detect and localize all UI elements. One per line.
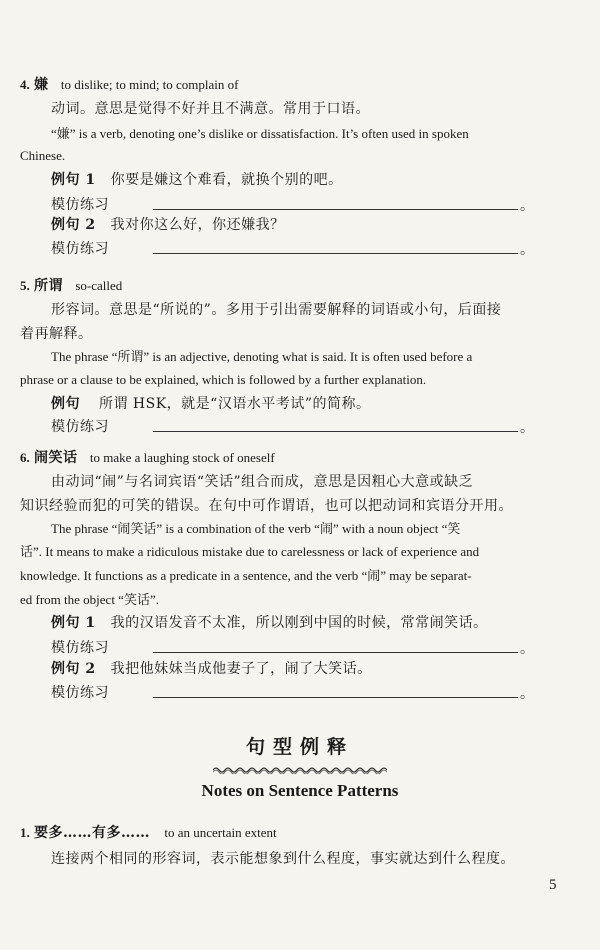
entry-en-line: knowledge. It functions as a predicate in a sentence, and the verb “闹” may be separat- <box>20 568 472 583</box>
practice-label: 模仿练习 <box>51 640 109 656</box>
entry-cn-line: 知识经验而犯的可笑的错误。在句中可作谓语，也可以把动词和宾语分开用。 <box>20 498 513 514</box>
section-title-cn: 句型例释 <box>245 736 354 758</box>
practice-label: 模仿练习 <box>51 685 109 701</box>
pattern-1-header <box>20 823 277 843</box>
example-label: 例句 2 <box>51 661 96 677</box>
entry-4-header <box>20 75 239 95</box>
entry-cn-line: 由动词“闹”与名词宾语“笑话”组合而成，意思是因粗心大意或缺乏 <box>51 474 474 490</box>
entry-6-header <box>20 448 275 468</box>
entry-cn-line: 形容词。意思是“所说的”。多用于引出需要解释的词语或小句，后面接 <box>51 302 502 318</box>
pattern-term: 要多……有多…… <box>34 825 151 841</box>
entry-en-line: Chinese. <box>20 148 66 163</box>
example-line <box>51 170 343 190</box>
entry-number: 5. <box>20 278 30 293</box>
wavy-divider-ornament <box>213 766 387 774</box>
example-line <box>51 215 285 235</box>
entry-en-line: The phrase “所谓” is an adjective, denoting what is said. It is often used before a <box>51 349 473 364</box>
period-mark: 。 <box>520 641 534 657</box>
example-line <box>51 659 372 679</box>
example-text: 所谓 HSK，就是“汉语水平考试”的简称。 <box>98 396 371 412</box>
example-line <box>51 613 488 633</box>
example-line <box>51 394 370 414</box>
practice-blank[interactable] <box>153 253 518 254</box>
example-label: 例句 2 <box>51 217 96 233</box>
practice-blank[interactable] <box>153 697 518 698</box>
entry-term: 闹笑话 <box>34 450 78 466</box>
page-number: 5 <box>549 877 557 893</box>
entry-en-line: “嫌” is a verb, denoting one’s dislike or dissatisfaction. It’s often used in spoken <box>51 126 469 141</box>
entry-en-line: ed from the object “笑话”. <box>20 592 159 607</box>
practice-blank[interactable] <box>153 431 518 432</box>
period-mark: 。 <box>520 420 534 436</box>
practice-label: 模仿练习 <box>51 241 109 257</box>
example-text: 我对你这么好，你还嫌我？ <box>110 217 285 233</box>
pattern-gloss: to an uncertain extent <box>164 825 277 840</box>
practice-label: 模仿练习 <box>51 197 109 213</box>
entry-en-line: The phrase “闹笑话” is a combination of the verb “闹” with a noun object “笑 <box>51 521 461 536</box>
entry-cn-line: 动词。意思是觉得不好并且不满意。常用于口语。 <box>51 101 370 117</box>
entry-gloss: to dislike; to mind; to complain of <box>60 77 239 92</box>
pattern-number: 1. <box>20 825 30 840</box>
practice-label: 模仿练习 <box>51 419 109 435</box>
entry-cn-line: 着再解释。 <box>20 326 93 342</box>
example-label: 例句 1 <box>51 615 96 631</box>
period-mark: 。 <box>520 686 534 702</box>
example-text: 我把他妹妹当成他妻子了，闹了大笑话。 <box>110 661 372 677</box>
entry-term: 所谓 <box>34 278 64 294</box>
practice-blank[interactable] <box>153 209 518 210</box>
entry-number: 6. <box>20 450 30 465</box>
practice-blank[interactable] <box>153 652 518 653</box>
period-mark: 。 <box>520 198 534 214</box>
entry-gloss: so-called <box>75 278 123 293</box>
example-label: 例句 1 <box>51 172 96 188</box>
example-text: 我的汉语发音不太准，所以刚到中国的时候，常常闹笑话。 <box>110 615 488 631</box>
section-title-en: Notes on Sentence Patterns <box>201 781 399 800</box>
pattern-cn-line: 连接两个相同的形容词，表示能想象到什么程度，事实就达到什么程度。 <box>51 851 515 867</box>
entry-term: 嫌 <box>34 77 49 93</box>
period-mark: 。 <box>520 242 534 258</box>
example-label: 例句 <box>51 396 80 412</box>
entry-5-header <box>20 276 122 296</box>
example-text: 你要是嫌这个难看，就换个别的吧。 <box>110 172 343 188</box>
entry-gloss: to make a laughing stock of oneself <box>89 450 275 465</box>
entry-en-line: 话”. It means to make a ridiculous mistake due to carelessness or lack of experience and <box>20 544 480 559</box>
entry-en-line: phrase or a clause to be explained, which is followed by a further explanation. <box>20 372 427 387</box>
entry-number: 4. <box>20 77 30 92</box>
